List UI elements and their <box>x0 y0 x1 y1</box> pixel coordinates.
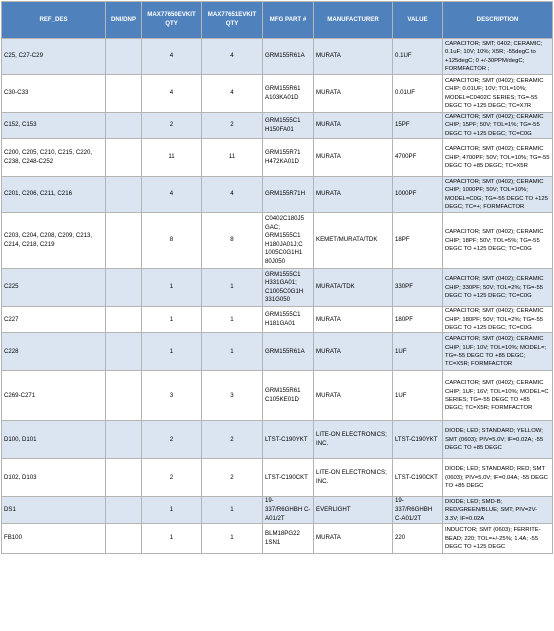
cell-ref-des: D100, D101 <box>2 421 106 459</box>
cell-max77650-qty: 1 <box>142 269 202 307</box>
cell-value: 1UF <box>393 333 443 371</box>
cell-manufacturer: MURATA <box>314 333 393 371</box>
cell-dni-dnp <box>106 459 142 497</box>
cell-dni-dnp <box>106 113 142 139</box>
cell-max77650-qty: 2 <box>142 459 202 497</box>
cell-value: 1UF <box>393 371 443 421</box>
cell-ref-des: C203, C204, C208, C209, C213, C214, C218, C219 <box>2 213 106 269</box>
cell-mfg-part: GRM155R61A <box>263 333 314 371</box>
cell-max77650-qty: 2 <box>142 113 202 139</box>
cell-mfg-part: 19-337/R6GHBH C-A01/2T <box>263 497 314 524</box>
cell-max77650-qty: 4 <box>142 177 202 213</box>
cell-value: 0.01UF <box>393 75 443 113</box>
header-max77650-qty: MAX77650EVKIT QTY <box>142 2 202 39</box>
cell-max77650-qty: 1 <box>142 524 202 554</box>
cell-description: CAPACITOR; SMT (0402); CERAMIC CHIP; 0.01UF; 10V; TOL=10%; MODEL=C0402C SERIES; TG=-55 DEGC TO +125 DEGC; TC=X7R <box>443 75 553 113</box>
cell-mfg-part: GRM155R61 C105KE01D <box>263 371 314 421</box>
cell-value: 220 <box>393 524 443 554</box>
cell-max77651-qty: 3 <box>202 371 263 421</box>
cell-dni-dnp <box>106 75 142 113</box>
cell-description: CAPACITOR; SMT (0402); CERAMIC CHIP; 330PF; 50V; TOL=2%; TG=-55 DEGC TO +125 DEGC; TC=C0G <box>443 269 553 307</box>
cell-ref-des: C25, C27-C29 <box>2 39 106 75</box>
cell-dni-dnp <box>106 269 142 307</box>
cell-mfg-part: LTST-C190YKT <box>263 421 314 459</box>
cell-manufacturer: MURATA <box>314 524 393 554</box>
cell-dni-dnp <box>106 139 142 177</box>
cell-max77650-qty: 8 <box>142 213 202 269</box>
cell-value: 0.1UF <box>393 39 443 75</box>
cell-ref-des: C30-C33 <box>2 75 106 113</box>
table-row <box>2 371 553 421</box>
cell-max77651-qty: 11 <box>202 139 263 177</box>
table-row <box>2 497 553 524</box>
cell-description: CAPACITOR; SMT (0402); CERAMIC CHIP; 1UF; 10V; TOL=10%; MODEL=; TG=-55 DEGC TO +85 DEGC; TC=X5R; FORMFACTOR <box>443 333 553 371</box>
cell-value: 19-337/R6GHBH C-A01/2T <box>393 497 443 524</box>
cell-manufacturer: MURATA <box>314 113 393 139</box>
cell-ref-des: DS1 <box>2 497 106 524</box>
cell-max77651-qty: 8 <box>202 213 263 269</box>
table-row <box>2 75 553 113</box>
cell-dni-dnp <box>106 421 142 459</box>
cell-ref-des: C152, C153 <box>2 113 106 139</box>
cell-dni-dnp <box>106 307 142 333</box>
cell-manufacturer: MURATA <box>314 307 393 333</box>
cell-description: CAPACITOR; SMT (0402); CERAMIC CHIP; 4700PF; 50V; TOL=10%; TG=-55 DEGC TO +85 DEGC; TC=X5R <box>443 139 553 177</box>
header-ref-des: REF_DES <box>2 2 106 39</box>
cell-mfg-part: GRM155R61A <box>263 39 314 75</box>
cell-value: 4700PF <box>393 139 443 177</box>
cell-value: LTST-C190CKT <box>393 459 443 497</box>
cell-ref-des: C227 <box>2 307 106 333</box>
cell-max77650-qty: 1 <box>142 307 202 333</box>
cell-description: DIODE; LED; STANDARD; RED; SMT (0603); PIV=5.0V; IF=0.04A; -55 DEGC TO +85 DEGC <box>443 459 553 497</box>
cell-mfg-part: GRM155R71H <box>263 177 314 213</box>
header-description: DESCRIPTION <box>443 2 553 39</box>
cell-max77650-qty: 2 <box>142 421 202 459</box>
cell-description: CAPACITOR; SMT (0402); CERAMIC CHIP; 15PF; 50V; TOL=1%; TG=-55 DEGC TO +125 DEGC; TC=C0G <box>443 113 553 139</box>
cell-max77650-qty: 1 <box>142 333 202 371</box>
cell-mfg-part: LTST-C190CKT <box>263 459 314 497</box>
header-dni-dnp: DNI/DNP <box>106 2 142 39</box>
bom-header <box>2 2 553 39</box>
cell-description: CAPACITOR; SMT (0402); CERAMIC CHIP; 180PF; 50V; TOL=2%; TG=-55 DEGC TO +125 DEGC; TC=C0G <box>443 307 553 333</box>
cell-max77650-qty: 11 <box>142 139 202 177</box>
cell-description: DIODE; LED; STANDARD; YELLOW; SMT (0603); PIV=5.0V; IF=0.02A; -55 DEGC TO +85 DEGC <box>443 421 553 459</box>
table-row <box>2 421 553 459</box>
cell-max77651-qty: 4 <box>202 177 263 213</box>
cell-manufacturer: LITE-ON ELECTRONICS; INC. <box>314 421 393 459</box>
cell-manufacturer: EVERLIGHT <box>314 497 393 524</box>
table-row <box>2 139 553 177</box>
bom-table <box>1 1 553 554</box>
table-row <box>2 524 553 554</box>
cell-value: LTST-C190YKT <box>393 421 443 459</box>
cell-ref-des: C201, C206, C211, C216 <box>2 177 106 213</box>
cell-mfg-part: GRM1555C1 H331GA01; C1005C0G1H 331G050 <box>263 269 314 307</box>
cell-ref-des: C225 <box>2 269 106 307</box>
cell-dni-dnp <box>106 497 142 524</box>
cell-ref-des: FB100 <box>2 524 106 554</box>
header-max77651-qty: MAX77651EVKIT QTY <box>202 2 263 39</box>
cell-mfg-part: GRM1555C1 H150FA01 <box>263 113 314 139</box>
cell-value: 1000PF <box>393 177 443 213</box>
cell-dni-dnp <box>106 213 142 269</box>
cell-mfg-part: GRM1555C1 H181GA01 <box>263 307 314 333</box>
header-row <box>2 2 553 39</box>
cell-manufacturer: MURATA <box>314 75 393 113</box>
cell-max77650-qty: 4 <box>142 39 202 75</box>
cell-max77651-qty: 2 <box>202 113 263 139</box>
table-row <box>2 39 553 75</box>
cell-value: 330PF <box>393 269 443 307</box>
cell-description: CAPACITOR; SMT (0402); CERAMIC CHIP; 1UF; 16V; TOL=10%; MODEL=C SERIES; TG=-55 DEGC TO +85 DEGC; TC=X5R; FORMFACTOR <box>443 371 553 421</box>
cell-manufacturer: KEMET/MURATA/TDK <box>314 213 393 269</box>
cell-dni-dnp <box>106 524 142 554</box>
table-row <box>2 177 553 213</box>
table-row <box>2 459 553 497</box>
header-manufacturer: MANUFACTURER <box>314 2 393 39</box>
cell-description: CAPACITOR; SMT (0402); CERAMIC CHIP; 1000PF; 50V; TOL=10%; MODEL=C0G; TG=-55 DEGC TO +125 DEGC; TC=+; FORMFACTOR <box>443 177 553 213</box>
cell-ref-des: D102, D103 <box>2 459 106 497</box>
cell-manufacturer: MURATA/TDK <box>314 269 393 307</box>
cell-dni-dnp <box>106 371 142 421</box>
cell-ref-des: C228 <box>2 333 106 371</box>
table-row <box>2 113 553 139</box>
cell-max77651-qty: 4 <box>202 39 263 75</box>
cell-description: DIODE; LED; SMD-B; RED/GREEN/BLUE; SMT; PIV=2V-3.3V; IF=0.02A <box>443 497 553 524</box>
cell-ref-des: C200, C205, C210, C215, C220, C238, C248-C252 <box>2 139 106 177</box>
cell-max77651-qty: 2 <box>202 421 263 459</box>
cell-mfg-part: C0402C180J5 GAC; GRM1555C1 H180JA01J;C 1005C0G1H1 80J050 <box>263 213 314 269</box>
cell-manufacturer: MURATA <box>314 139 393 177</box>
cell-max77651-qty: 1 <box>202 497 263 524</box>
cell-value: 15PF <box>393 113 443 139</box>
cell-max77651-qty: 1 <box>202 524 263 554</box>
table-row <box>2 213 553 269</box>
cell-max77651-qty: 1 <box>202 333 263 371</box>
cell-description: CAPACITOR; SMT; 0402; CERAMIC; 0.1uF; 10V; 10%; X5R; -55degC to +125degC; 0 +/-30PPM/degC; FORMFACTOR ; <box>443 39 553 75</box>
table-row <box>2 307 553 333</box>
cell-description: CAPACITOR; SMT (0402); CERAMIC CHIP; 18PF; 50V; TOL=5%; TG=-55 DEGC TO +125 DEGC; TC=C0G <box>443 213 553 269</box>
cell-manufacturer: MURATA <box>314 371 393 421</box>
cell-description: INDUCTOR; SMT (0603); FERRITE-BEAD; 220; TOL=+/-25%; 1.4A; -55 DEGC TO +125 DEGC <box>443 524 553 554</box>
cell-value: 180PF <box>393 307 443 333</box>
cell-manufacturer: MURATA <box>314 39 393 75</box>
cell-max77651-qty: 1 <box>202 269 263 307</box>
cell-ref-des: C269-C271 <box>2 371 106 421</box>
cell-max77650-qty: 3 <box>142 371 202 421</box>
cell-max77650-qty: 1 <box>142 497 202 524</box>
cell-manufacturer: MURATA <box>314 177 393 213</box>
cell-max77651-qty: 4 <box>202 75 263 113</box>
bom-body <box>2 39 553 554</box>
cell-mfg-part: GRM155R61 A103KA01D <box>263 75 314 113</box>
table-row <box>2 333 553 371</box>
cell-mfg-part: GRM155R71 H472KA01D <box>263 139 314 177</box>
cell-max77650-qty: 4 <box>142 75 202 113</box>
cell-dni-dnp <box>106 333 142 371</box>
cell-value: 18PF <box>393 213 443 269</box>
cell-dni-dnp <box>106 177 142 213</box>
cell-mfg-part: BLM18PG22 1SN1 <box>263 524 314 554</box>
header-value: VALUE <box>393 2 443 39</box>
header-mfg-part: MFG PART # <box>263 2 314 39</box>
cell-max77651-qty: 1 <box>202 307 263 333</box>
cell-max77651-qty: 2 <box>202 459 263 497</box>
cell-manufacturer: LITE-ON ELECTRONICS; INC. <box>314 459 393 497</box>
cell-dni-dnp <box>106 39 142 75</box>
table-row <box>2 269 553 307</box>
